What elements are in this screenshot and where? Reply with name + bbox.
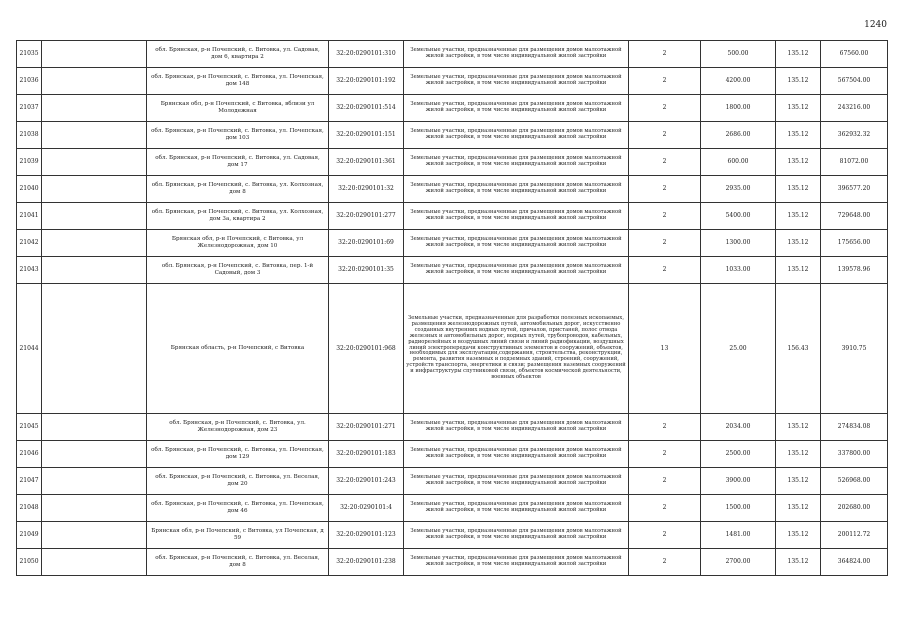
area-cell: 1300.00 [701, 230, 776, 257]
area-cell: 5400.00 [701, 203, 776, 230]
land-use-cell: Земельные участки, предназначенные для размещения домов малоэтажной жилой застройки, в том числе индивидуальной жилой застройки [404, 441, 629, 468]
rate-cell: 135.12 [776, 549, 821, 576]
cadastral-number-cell: 32:20:0290101:968 [329, 284, 404, 414]
cadastral-number-cell: 32:20:0290101:123 [329, 522, 404, 549]
table-row [17, 149, 888, 176]
address-cell: обл. Брянская, р-н Почепский, с. Витовка, ул. Веселая, дом 8 [147, 549, 329, 576]
table-row [17, 68, 888, 95]
address-cell: обл. Брянская, р-н Почепский, с. Витовка, ул. Железнодорожная, дом 23 [147, 414, 329, 441]
area-cell: 2034.00 [701, 414, 776, 441]
address-cell: обл. Брянская, р-н Почепский, с. Витовка, ул. Почепская, дом 103 [147, 122, 329, 149]
row-number: 21036 [17, 68, 42, 95]
group-cell: 2 [629, 95, 701, 122]
land-use-cell: Земельные участки, предназначенные для размещения домов малоэтажной жилой застройки, в том числе индивидуальной жилой застройки [404, 68, 629, 95]
rate-cell: 135.12 [776, 95, 821, 122]
table-row [17, 284, 888, 414]
land-use-cell: Земельные участки, предназначенные для размещения домов малоэтажной жилой застройки, в том числе индивидуальной жилой застройки [404, 495, 629, 522]
row-number: 21045 [17, 414, 42, 441]
group-cell: 2 [629, 468, 701, 495]
row-number: 21043 [17, 257, 42, 284]
rate-cell: 156.43 [776, 284, 821, 414]
table-row [17, 522, 888, 549]
cadastral-value-table [16, 40, 888, 576]
cadastral-value-cell: 202680.00 [821, 495, 888, 522]
area-cell: 2700.00 [701, 549, 776, 576]
land-use-cell: Земельные участки, предназначенные для размещения домов малоэтажной жилой застройки, в том числе индивидуальной жилой застройки [404, 41, 629, 68]
address-cell: Брянская обл, р-н Почепский, с Витовка, вблизи ул Молодежная [147, 95, 329, 122]
rate-cell: 135.12 [776, 414, 821, 441]
rate-cell: 135.12 [776, 176, 821, 203]
page-number: 1240 [864, 20, 887, 30]
rate-cell: 135.12 [776, 68, 821, 95]
row-number: 21044 [17, 284, 42, 414]
group-cell: 2 [629, 414, 701, 441]
address-cell: обл. Брянская, р-н Почепский, с. Витовка, ул. Почепская, дом 148 [147, 68, 329, 95]
row-number: 21041 [17, 203, 42, 230]
address-cell: обл. Брянская, р-н Почепский, с. Витовка, ул. Почепская, дом 129 [147, 441, 329, 468]
cadastral-number-cell: 32:20:0290101:277 [329, 203, 404, 230]
cadastral-value-cell: 274834.08 [821, 414, 888, 441]
row-number: 21037 [17, 95, 42, 122]
rate-cell: 135.12 [776, 203, 821, 230]
cadastral-value-cell: 526968.00 [821, 468, 888, 495]
row-number: 21046 [17, 441, 42, 468]
address-cell: обл. Брянская, р-н Почепский, с. Витовка, ул. Колхозная, дом 8 [147, 176, 329, 203]
table-row [17, 257, 888, 284]
group-cell: 2 [629, 230, 701, 257]
empty-gap [42, 284, 147, 414]
table-row [17, 122, 888, 149]
table-row [17, 176, 888, 203]
cadastral-number-cell: 32:20:0290101:183 [329, 441, 404, 468]
empty-gap [42, 122, 147, 149]
rate-cell: 135.12 [776, 149, 821, 176]
group-cell: 2 [629, 549, 701, 576]
area-cell: 1033.00 [701, 257, 776, 284]
empty-gap [42, 68, 147, 95]
rate-cell: 135.12 [776, 257, 821, 284]
group-cell: 2 [629, 149, 701, 176]
land-use-cell: Земельные участки, предназначенные для размещения домов малоэтажной жилой застройки, в том числе индивидуальной жилой застройки [404, 203, 629, 230]
cadastral-value-cell: 81072.00 [821, 149, 888, 176]
empty-gap [42, 549, 147, 576]
cadastral-value-cell: 243216.00 [821, 95, 888, 122]
cadastral-number-cell: 32:20:0290101:514 [329, 95, 404, 122]
land-use-cell: Земельные участки, предназначенные для разработки полезных ископаемых, размещения железнодорожных путей, автомобильных дорог, искусственно созданных внутренних водных путей, причалов, пристаней, полос отвода железных и автомобильных дорог, водных путей, трубопроводов, кабельных, радиорелейных и воздушных линий связи и линий радиофикации, воздушных линий электропередачи конструктивных элементов и сооружений, объектов, необходимых для эксплуатации,содержания, строительства, реконструкции, ремонта, развития наземных и подземных зданий, строений, сооружений, устройств транспорта, энергетики и связи; размещения наземных сооружений и инфраструктуры спутниковой связи, объектов космической деятельности, военных объектов [404, 284, 629, 414]
group-cell: 2 [629, 68, 701, 95]
group-cell: 2 [629, 176, 701, 203]
rate-cell: 135.12 [776, 522, 821, 549]
table-row [17, 230, 888, 257]
empty-gap [42, 441, 147, 468]
empty-gap [42, 176, 147, 203]
row-number: 21038 [17, 122, 42, 149]
cadastral-value-cell: 396577.20 [821, 176, 888, 203]
cadastral-number-cell: 32:20:0290101:243 [329, 468, 404, 495]
address-cell: Брянская область, р-н Почепский, с Витовка [147, 284, 329, 414]
cadastral-value-cell: 200112.72 [821, 522, 888, 549]
cadastral-value-cell: 3910.75 [821, 284, 888, 414]
cadastral-number-cell: 32:20:0290101:32 [329, 176, 404, 203]
group-cell: 2 [629, 41, 701, 68]
land-use-cell: Земельные участки, предназначенные для размещения домов малоэтажной жилой застройки, в том числе индивидуальной жилой застройки [404, 122, 629, 149]
cadastral-value-cell: 139578.96 [821, 257, 888, 284]
row-number: 21040 [17, 176, 42, 203]
rate-cell: 135.12 [776, 122, 821, 149]
rate-cell: 135.12 [776, 230, 821, 257]
land-use-cell: Земельные участки, предназначенные для размещения домов малоэтажной жилой застройки, в том числе индивидуальной жилой застройки [404, 149, 629, 176]
group-cell: 2 [629, 203, 701, 230]
empty-gap [42, 495, 147, 522]
row-number: 21039 [17, 149, 42, 176]
table-row [17, 495, 888, 522]
address-cell: Брянская обл, р-н Почепский, с Витовка, ул Почепская, д 59 [147, 522, 329, 549]
cadastral-number-cell: 32:20:0290101:192 [329, 68, 404, 95]
row-number: 21050 [17, 549, 42, 576]
area-cell: 500.00 [701, 41, 776, 68]
empty-gap [42, 468, 147, 495]
empty-gap [42, 41, 147, 68]
table-row [17, 549, 888, 576]
cadastral-value-cell: 337800.00 [821, 441, 888, 468]
address-cell: Брянская обл, р-н Почепский, с Витовка, ул Железнодорожная, дом 10 [147, 230, 329, 257]
area-cell: 1800.00 [701, 95, 776, 122]
rate-cell: 135.12 [776, 441, 821, 468]
land-use-cell: Земельные участки, предназначенные для размещения домов малоэтажной жилой застройки, в том числе индивидуальной жилой застройки [404, 95, 629, 122]
rate-cell: 135.12 [776, 495, 821, 522]
area-cell: 1481.00 [701, 522, 776, 549]
cadastral-number-cell: 32:20:0290101:271 [329, 414, 404, 441]
group-cell: 13 [629, 284, 701, 414]
cadastral-number-cell: 32:20:0290101:238 [329, 549, 404, 576]
empty-gap [42, 203, 147, 230]
land-use-cell: Земельные участки, предназначенные для размещения домов малоэтажной жилой застройки, в том числе индивидуальной жилой застройки [404, 468, 629, 495]
row-number: 21048 [17, 495, 42, 522]
land-use-cell: Земельные участки, предназначенные для размещения домов малоэтажной жилой застройки, в том числе индивидуальной жилой застройки [404, 257, 629, 284]
land-use-cell: Земельные участки, предназначенные для размещения домов малоэтажной жилой застройки, в том числе индивидуальной жилой застройки [404, 522, 629, 549]
empty-gap [42, 257, 147, 284]
address-cell: обл. Брянская, р-н Почепский, с. Витовка, ул. Веселая, дом 20 [147, 468, 329, 495]
address-cell: обл. Брянская, р-н Почепский, с. Витовка, ул. Почепская, дом 46 [147, 495, 329, 522]
row-number: 21035 [17, 41, 42, 68]
cadastral-number-cell: 32:20:0290101:310 [329, 41, 404, 68]
group-cell: 2 [629, 441, 701, 468]
land-use-cell: Земельные участки, предназначенные для размещения домов малоэтажной жилой застройки, в том числе индивидуальной жилой застройки [404, 230, 629, 257]
empty-gap [42, 522, 147, 549]
area-cell: 4200.00 [701, 68, 776, 95]
area-cell: 3900.00 [701, 468, 776, 495]
table-row [17, 203, 888, 230]
cadastral-value-cell: 729648.00 [821, 203, 888, 230]
land-use-cell: Земельные участки, предназначенные для размещения домов малоэтажной жилой застройки, в том числе индивидуальной жилой застройки [404, 549, 629, 576]
cadastral-value-cell: 175656.00 [821, 230, 888, 257]
table-row [17, 95, 888, 122]
group-cell: 2 [629, 122, 701, 149]
cadastral-value-cell: 364824.00 [821, 549, 888, 576]
cadastral-number-cell: 32:20:0290101:69 [329, 230, 404, 257]
rate-cell: 135.12 [776, 41, 821, 68]
table-row [17, 41, 888, 68]
area-cell: 2935.00 [701, 176, 776, 203]
area-cell: 1500.00 [701, 495, 776, 522]
group-cell: 2 [629, 495, 701, 522]
empty-gap [42, 414, 147, 441]
table-row [17, 414, 888, 441]
table-body [17, 41, 888, 576]
cadastral-number-cell: 32:20:0290101:151 [329, 122, 404, 149]
land-use-cell: Земельные участки, предназначенные для размещения домов малоэтажной жилой застройки, в том числе индивидуальной жилой застройки [404, 176, 629, 203]
empty-gap [42, 95, 147, 122]
row-number: 21049 [17, 522, 42, 549]
area-cell: 25.00 [701, 284, 776, 414]
address-cell: обл. Брянская, р-н Почепский, с. Витовка, ул. Колхозная, дом 3а, квартира 2 [147, 203, 329, 230]
address-cell: обл. Брянская, р-н Почепский, с. Витовка, пер. 1-й Садовый, дом 3 [147, 257, 329, 284]
cadastral-value-cell: 67560.00 [821, 41, 888, 68]
cadastral-number-cell: 32:20:0290101:35 [329, 257, 404, 284]
table-row [17, 468, 888, 495]
empty-gap [42, 149, 147, 176]
row-number: 21047 [17, 468, 42, 495]
address-cell: обл. Брянская, р-н Почепский, с. Витовка, ул. Садовая, дом 6, квартира 2 [147, 41, 329, 68]
row-number: 21042 [17, 230, 42, 257]
cadastral-value-cell: 567504.00 [821, 68, 888, 95]
address-cell: обл. Брянская, р-н Почепский, с. Витовка, ул. Садовая, дом 17 [147, 149, 329, 176]
table-row [17, 441, 888, 468]
area-cell: 2500.00 [701, 441, 776, 468]
land-use-cell: Земельные участки, предназначенные для размещения домов малоэтажной жилой застройки, в том числе индивидуальной жилой застройки [404, 414, 629, 441]
rate-cell: 135.12 [776, 468, 821, 495]
area-cell: 2686.00 [701, 122, 776, 149]
area-cell: 600.00 [701, 149, 776, 176]
empty-gap [42, 230, 147, 257]
group-cell: 2 [629, 257, 701, 284]
cadastral-value-cell: 362932.32 [821, 122, 888, 149]
cadastral-number-cell: 32:20:0290101:361 [329, 149, 404, 176]
cadastral-number-cell: 32:20:0290101:4 [329, 495, 404, 522]
group-cell: 2 [629, 522, 701, 549]
